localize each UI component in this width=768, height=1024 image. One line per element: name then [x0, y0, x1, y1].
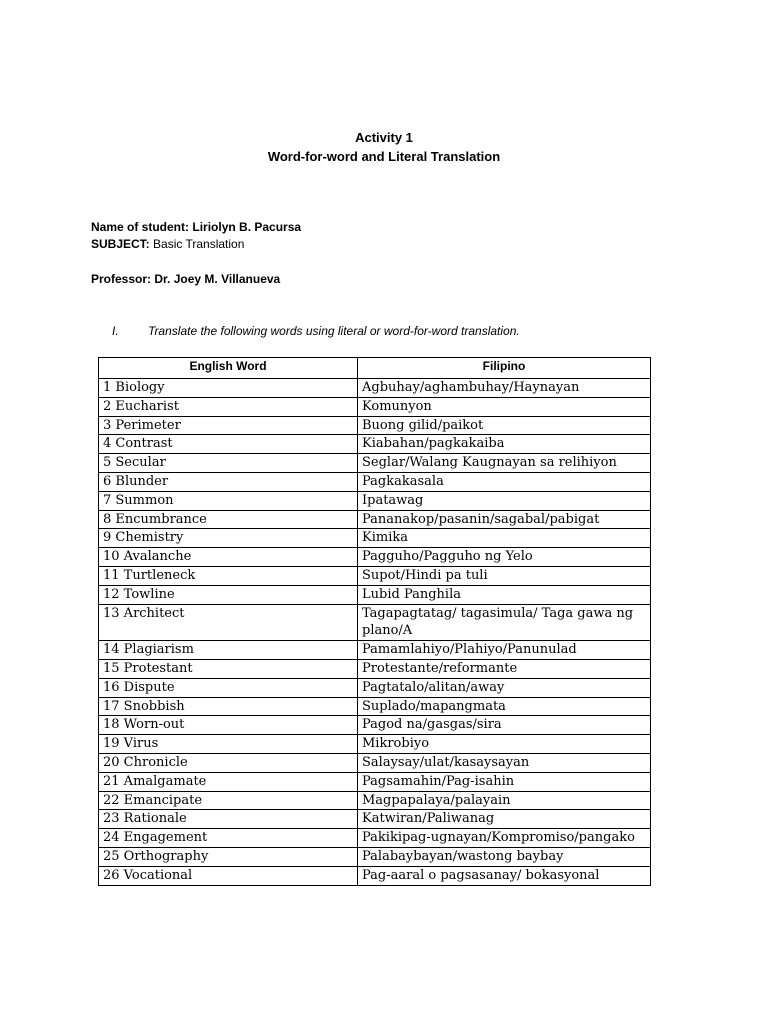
table-row [99, 529, 651, 548]
professor-value: Dr. Joey M. Villanueva [154, 272, 281, 286]
english-word-cell: 15 Protestant [99, 659, 358, 678]
translation-table [98, 357, 651, 886]
table-row [99, 735, 651, 754]
filipino-cell: Pag-aaral o pagsasanay/ bokasyonal [358, 866, 651, 885]
table-row [99, 716, 651, 735]
filipino-cell: Komunyon [358, 397, 651, 416]
english-word-cell: 11 Turtleneck [99, 566, 358, 585]
filipino-cell: Protestante/reformante [358, 659, 651, 678]
table-header-row [99, 358, 651, 379]
table-row [99, 435, 651, 454]
filipino-cell: Suplado/mapangmata [358, 697, 651, 716]
filipino-cell: Magpapalaya/palayain [358, 791, 651, 810]
student-label: Name of student: [91, 220, 190, 234]
filipino-cell: Pagguho/Pagguho ng Yelo [358, 548, 651, 567]
filipino-cell: Agbuhay/aghambuhay/Haynayan [358, 379, 651, 398]
table-row [99, 866, 651, 885]
filipino-cell: Ipatawag [358, 491, 651, 510]
subject-line [91, 237, 244, 251]
filipino-cell: Pagkakasala [358, 472, 651, 491]
filipino-cell: Mikrobiyo [358, 735, 651, 754]
english-word-cell: 8 Encumbrance [99, 510, 358, 529]
english-word-cell: 17 Snobbish [99, 697, 358, 716]
english-word-cell: 21 Amalgamate [99, 772, 358, 791]
english-word-cell: 10 Avalanche [99, 548, 358, 567]
table-row [99, 472, 651, 491]
english-word-cell: 7 Summon [99, 491, 358, 510]
subject-label: SUBJECT: [91, 237, 150, 251]
english-word-cell: 18 Worn-out [99, 716, 358, 735]
table-row [99, 829, 651, 848]
table-row [99, 678, 651, 697]
table-row [99, 379, 651, 398]
header-english-word: English Word [99, 358, 358, 379]
filipino-cell: Pagsamahin/Pag-isahin [358, 772, 651, 791]
filipino-cell: Salaysay/ulat/kasaysayan [358, 753, 651, 772]
english-word-cell: 9 Chemistry [99, 529, 358, 548]
english-word-cell: 23 Rationale [99, 810, 358, 829]
table-row [99, 772, 651, 791]
english-word-cell: 26 Vocational [99, 866, 358, 885]
table-row [99, 847, 651, 866]
table-row [99, 791, 651, 810]
subject-value: Basic Translation [153, 237, 245, 251]
table-row [99, 604, 651, 641]
filipino-cell: Lubid Panghila [358, 585, 651, 604]
table-row [99, 810, 651, 829]
filipino-cell: Tagapagtatag/ tagasimula/ Taga gawa ng plano/A [358, 604, 651, 641]
english-word-cell: 6 Blunder [99, 472, 358, 491]
table-row [99, 641, 651, 660]
table-row [99, 566, 651, 585]
english-word-cell: 5 Secular [99, 454, 358, 473]
student-value: Liriolyn B. Pacursa [192, 220, 302, 234]
english-word-cell: 14 Plagiarism [99, 641, 358, 660]
english-word-cell: 3 Perimeter [99, 416, 358, 435]
table-row [99, 491, 651, 510]
english-word-cell: 12 Towline [99, 585, 358, 604]
english-word-cell: 25 Orthography [99, 847, 358, 866]
document-title: Activity 1 [355, 130, 413, 145]
table-row [99, 510, 651, 529]
table-row [99, 753, 651, 772]
english-word-cell: 24 Engagement [99, 829, 358, 848]
table-row [99, 397, 651, 416]
filipino-cell: Kiabahan/pagkakaiba [358, 435, 651, 454]
table-row [99, 548, 651, 567]
table-row [99, 697, 651, 716]
table-row [99, 416, 651, 435]
english-word-cell: 1 Biology [99, 379, 358, 398]
filipino-cell: Seglar/Walang Kaugnayan sa relihiyon [358, 454, 651, 473]
filipino-cell: Katwiran/Paliwanag [358, 810, 651, 829]
english-word-cell: 2 Eucharist [99, 397, 358, 416]
professor-line [91, 272, 280, 286]
instruction [112, 324, 520, 338]
filipino-cell: Pananakop/pasanin/sagabal/pabigat [358, 510, 651, 529]
filipino-cell: Buong gilid/paikot [358, 416, 651, 435]
instruction-number: I. [112, 324, 119, 338]
document-subtitle: Word-for-word and Literal Translation [267, 149, 501, 164]
filipino-cell: Pakikipag-ugnayan/Kompromiso/pangako [358, 829, 651, 848]
english-word-cell: 4 Contrast [99, 435, 358, 454]
filipino-cell: Pagtatalo/alitan/away [358, 678, 651, 697]
filipino-cell: Supot/Hindi pa tuli [358, 566, 651, 585]
table-row [99, 454, 651, 473]
filipino-cell: Kimika [358, 529, 651, 548]
instruction-text: Translate the following words using literal or word-for-word translation. [148, 324, 520, 338]
table-row [99, 585, 651, 604]
table-row [99, 659, 651, 678]
english-word-cell: 22 Emancipate [99, 791, 358, 810]
english-word-cell: 16 Dispute [99, 678, 358, 697]
filipino-cell: Pagod na/gasgas/sira [358, 716, 651, 735]
english-word-cell: 13 Architect [99, 604, 358, 641]
filipino-cell: Pamamlahiyo/Plahiyo/Panunulad [358, 641, 651, 660]
english-word-cell: 20 Chronicle [99, 753, 358, 772]
english-word-cell: 19 Virus [99, 735, 358, 754]
header-filipino: Filipino [358, 358, 651, 379]
filipino-cell: Palabaybayan/wastong baybay [358, 847, 651, 866]
professor-label: Professor: [91, 272, 152, 286]
student-name-line [91, 220, 301, 234]
